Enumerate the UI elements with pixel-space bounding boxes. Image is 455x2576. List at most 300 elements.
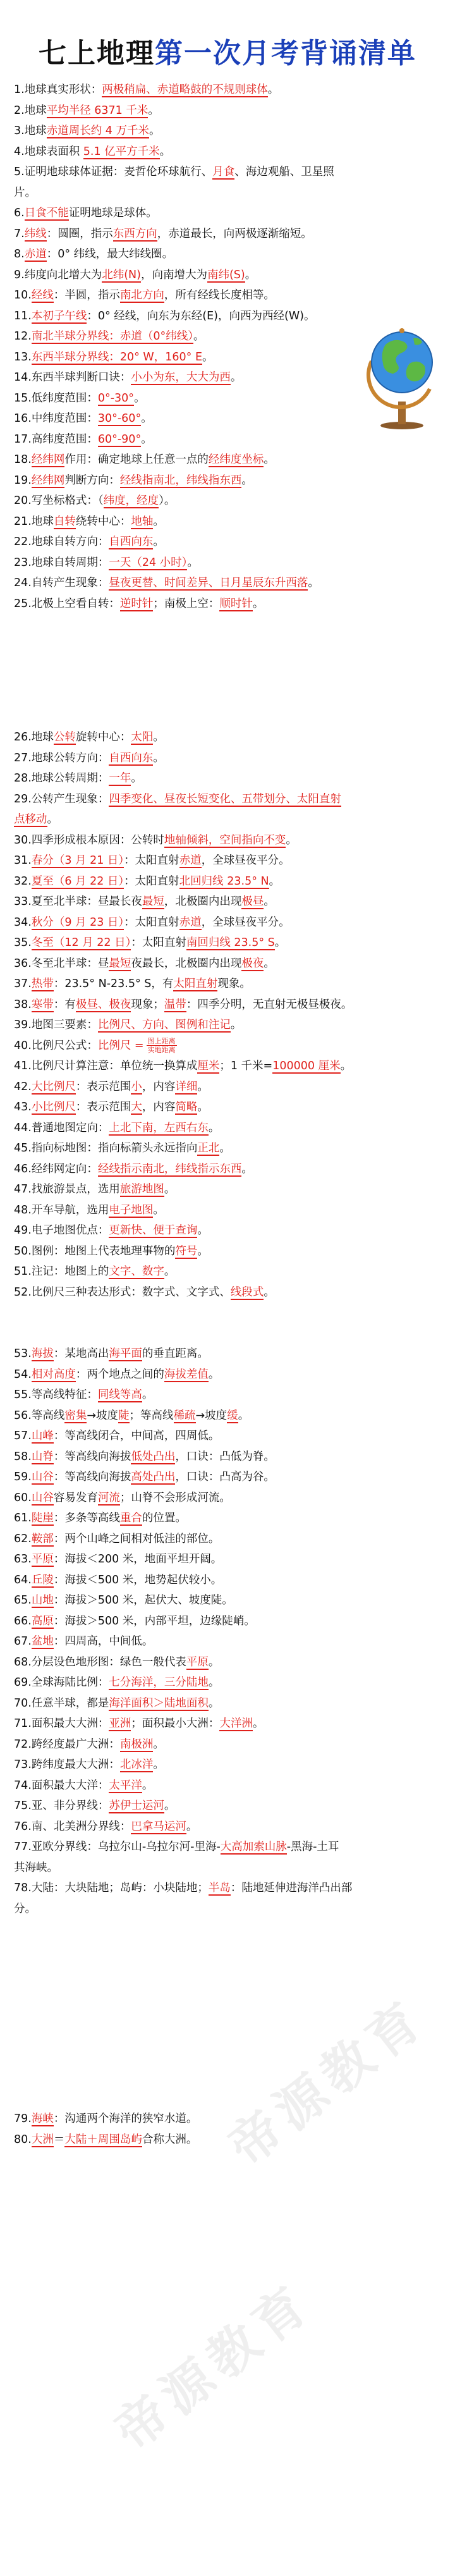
item-text: ：表示范围 <box>75 1101 131 1113</box>
list-item <box>14 1631 444 1652</box>
list-item <box>14 1179 444 1200</box>
list-item <box>14 1015 444 1036</box>
list-item <box>14 1878 444 1899</box>
item-text: →坡度 <box>87 1409 119 1422</box>
item-text: 夜最长，北极圈内出现 <box>131 957 242 970</box>
list-item <box>14 789 444 810</box>
item-text: ：四周高，中间低。 <box>53 1635 154 1648</box>
key-term: 太阳 <box>131 731 154 744</box>
key-term: 海拔差值 <box>164 1368 209 1381</box>
item-text: ，赤道最长，向两极逐渐缩短。 <box>157 227 312 240</box>
item-text: 。 <box>241 474 253 487</box>
item-text: 。 <box>264 895 275 908</box>
list-item <box>14 995 444 1015</box>
title-part2: 第一次月考背诵清单 <box>155 37 416 70</box>
item-text: 29.公转产生现象： <box>14 792 109 806</box>
item-text: 1.地球真实形状： <box>14 83 102 96</box>
item-text: ；1 千米= <box>219 1060 273 1072</box>
item-text: 75.亚、非分界线： <box>14 1800 109 1812</box>
key-term: 纬线 <box>24 227 47 240</box>
item-text: 46.经纬网定向： <box>14 1162 98 1175</box>
item-text: 绕转中心： <box>75 515 131 528</box>
key-term: 旅游地图 <box>119 1183 164 1196</box>
key-term: 点移动 <box>14 813 47 826</box>
item-text: 60. <box>14 1491 32 1504</box>
list-item <box>14 1796 444 1817</box>
key-term: 南极洲 <box>119 1738 154 1751</box>
key-term: 东西方向 <box>112 227 157 240</box>
key-term: 海拔 <box>31 1347 54 1360</box>
key-term: 海平面 <box>109 1347 142 1360</box>
list-item <box>14 1488 444 1509</box>
item-text: 合称大洲。 <box>142 2133 198 2146</box>
key-term: 山谷 <box>31 1471 54 1483</box>
item-text: 40.比例尺公式： <box>14 1039 98 1052</box>
key-term: 温带 <box>164 998 186 1011</box>
item-text: ：半圆，指示 <box>53 289 120 302</box>
key-term: 纬度，经度 <box>103 494 159 507</box>
key-term: 四季变化、昼夜长短变化、五带划分、太阳直射 <box>109 792 341 806</box>
item-text: 34. <box>14 916 32 929</box>
key-term: 自转 <box>53 515 76 528</box>
key-term: 60°-90° <box>97 432 142 446</box>
key-term: 南纬(S) <box>207 268 245 281</box>
list-item <box>14 1837 444 1858</box>
item-text: ，北极圈内出现 <box>164 895 242 908</box>
key-term: 盆地 <box>31 1635 54 1648</box>
item-text: 23.地球自转周期： <box>14 556 109 569</box>
item-text: 。 <box>208 1121 220 1134</box>
item-text: 。 <box>164 1800 176 1812</box>
key-term: 同线等高 <box>97 1389 142 1401</box>
item-text: 。 <box>164 1183 176 1196</box>
item-text: 30.四季形成根本原因：公转时 <box>14 833 164 847</box>
item-text: 38. <box>14 998 32 1011</box>
list-item <box>14 1652 444 1673</box>
item-text: ：沟通两个海洋的狭窄水道。 <box>53 2113 198 2125</box>
key-term: 大陆＋周围岛屿 <box>64 2133 142 2146</box>
item-text: ：有 <box>53 998 76 1011</box>
item-text: 24.自转产生现象： <box>14 577 109 589</box>
key-term: 最短 <box>142 895 164 908</box>
item-text: 64. <box>14 1573 32 1586</box>
list-item <box>14 1220 444 1241</box>
list-item <box>14 121 444 142</box>
key-term: 厘米 <box>197 1060 220 1072</box>
list-item <box>14 954 444 974</box>
list-item <box>14 1261 444 1282</box>
item-text: 。 <box>197 1224 209 1237</box>
key-term: 100000 厘米 <box>272 1060 341 1072</box>
item-text: 。 <box>148 104 159 117</box>
list-item <box>14 224 444 245</box>
list-item <box>14 830 444 851</box>
key-term: 比例尺、方向、图例和注记 <box>97 1019 231 1031</box>
item-text: 。 <box>230 1019 242 1031</box>
key-term: 经纬网 <box>31 474 65 487</box>
item-text: 。 <box>264 1285 275 1299</box>
item-text: 。 <box>230 371 242 384</box>
key-term: 冬至（12 月 22 日） <box>31 936 131 949</box>
item-text: 。 <box>241 1162 253 1175</box>
item-text: 28.地球公转周期： <box>14 772 109 785</box>
key-term: 海洋面积＞陆地面积 <box>109 1696 209 1710</box>
item-text: 。 <box>134 391 145 405</box>
item-text: 37. <box>14 978 32 990</box>
item-text: 19. <box>14 474 32 487</box>
item-text: 25.北极上空看自转： <box>14 597 120 610</box>
key-term: 大洲 <box>31 2133 54 2146</box>
list-item <box>14 1344 444 1365</box>
item-text: 16.中纬度范围： <box>14 412 98 425</box>
list-item <box>14 2109 444 2130</box>
list-item <box>14 80 444 101</box>
list-item <box>14 1755 444 1776</box>
item-text: 67. <box>14 1635 32 1648</box>
item-text: 。 <box>252 1717 264 1730</box>
list-item <box>14 429 444 450</box>
list-item <box>14 850 444 871</box>
item-text: ；南极上空： <box>153 597 220 610</box>
item-text: ，口诀：凸低为脊。 <box>175 1450 275 1463</box>
key-term: 大洋洲 <box>219 1717 253 1730</box>
item-text: ；等高线 <box>129 1409 174 1422</box>
key-term: 苏伊士运河 <box>109 1800 164 1812</box>
page-title <box>0 30 455 71</box>
list-item <box>14 1714 444 1734</box>
list-item <box>14 1734 444 1755</box>
key-term: 电子地图 <box>109 1203 154 1217</box>
list-item <box>14 1590 444 1611</box>
item-text: ；山脊不会形成河流。 <box>119 1491 231 1504</box>
item-text: ：0° 纬线，最大纬线圈。 <box>46 248 174 261</box>
item-text: 。 <box>269 874 281 888</box>
key-term: 大 <box>131 1101 142 1113</box>
item-text: 其海峡。 <box>14 1861 58 1874</box>
key-term: 平原 <box>186 1655 209 1669</box>
item-text: 。 <box>197 1101 209 1113</box>
item-text: 2.地球 <box>14 104 47 117</box>
item-text: 5.证明地球球体证据：麦哲伦环球航行、 <box>14 166 213 178</box>
list-item <box>14 2130 444 2150</box>
item-text: 42. <box>14 1080 32 1093</box>
key-term: 小小为东，大大为西 <box>131 371 231 384</box>
list-item <box>14 470 444 491</box>
item-text: ，内容 <box>142 1101 176 1113</box>
item-text: 11. <box>14 309 32 322</box>
key-term: 陡 <box>118 1409 130 1422</box>
key-term: 南回归线 23.5° S <box>186 936 275 949</box>
key-term: 太平洋 <box>109 1779 142 1792</box>
item-text: ：陆地延伸进海洋凸出部 <box>230 1882 353 1894</box>
item-text: 。 <box>264 957 275 970</box>
item-text: 。 <box>245 268 257 281</box>
item-text: 、海边观船、卫星照 <box>234 166 334 178</box>
item-text: 3.地球 <box>14 125 47 137</box>
item-text: ，全球昼夜平分。 <box>201 916 290 929</box>
item-text: 7. <box>14 227 25 240</box>
key-term: 北回归线 23.5° N <box>179 874 269 888</box>
list-item <box>14 1118 444 1139</box>
key-term: 夏至（6 月 22 日） <box>31 874 124 888</box>
key-term: 鞍部 <box>31 1532 54 1545</box>
list-item <box>14 594 444 615</box>
key-term: 平原 <box>31 1553 54 1566</box>
item-text: 18. <box>14 453 32 466</box>
list-item <box>14 1077 444 1098</box>
list-item <box>14 101 444 121</box>
key-term: 极昼、极夜 <box>75 998 131 1011</box>
list-item <box>14 1611 444 1632</box>
list-item <box>14 1447 444 1468</box>
key-term: 北纬(N) <box>102 268 141 281</box>
item-text: 。 <box>197 1244 209 1258</box>
item-text: 。 <box>153 515 164 528</box>
item-text: 。 <box>252 597 264 610</box>
key-term: 密集 <box>64 1409 87 1422</box>
watermark: 帝源教育 <box>217 1987 437 2177</box>
key-term: 赤道 <box>179 916 202 929</box>
key-term: 一年 <box>109 772 131 785</box>
key-term: 一天（24 小时） <box>109 556 188 569</box>
item-text: 。 <box>274 936 286 949</box>
item-text: 72.跨经度最广大洲： <box>14 1738 120 1751</box>
key-term: 地轴倾斜，空间指向不变 <box>164 833 286 847</box>
key-term: 高处凸出 <box>131 1471 176 1483</box>
item-text: 65. <box>14 1594 32 1607</box>
item-text: 。 <box>267 83 279 96</box>
item-text: 52.比例尺三种表达形式：数字式、文字式、 <box>14 1285 231 1299</box>
key-term: 大比例尺 <box>31 1080 76 1093</box>
key-term: 七分海洋，三分陆地 <box>109 1676 209 1689</box>
key-term: 东西半球分界线：20° W，160° E <box>31 350 202 364</box>
list-item <box>14 183 444 204</box>
key-term: 昼夜更替、时间差异、日月星辰东升西落 <box>109 577 308 589</box>
item-text: 15.低纬度范围： <box>14 391 98 405</box>
key-term: 更新快、便于查询 <box>109 1224 198 1237</box>
watermark: 帝源教育 <box>104 2272 324 2462</box>
item-text: 22.地球自转方向： <box>14 536 109 548</box>
key-term: 亚洲 <box>109 1717 131 1730</box>
list-item <box>14 265 444 286</box>
key-term: 公转 <box>53 731 76 744</box>
key-term: 线段式 <box>230 1285 264 1299</box>
key-term: 秋分（9 月 23 日） <box>31 916 124 929</box>
item-text: 74.面积最大大洋： <box>14 1779 109 1792</box>
item-text: ：0° 经线，向东为东经(E)，向西为西经(W)。 <box>87 309 315 322</box>
item-text: 26.地球 <box>14 731 54 744</box>
key-term: 丘陵 <box>31 1573 54 1586</box>
list-item <box>14 1508 444 1529</box>
key-term: 北冰洋 <box>119 1758 154 1771</box>
item-text: ，口诀：凸高为谷。 <box>175 1471 275 1483</box>
key-term: 日食不能 <box>24 207 69 219</box>
item-text: 。 <box>208 1696 220 1710</box>
item-text: 79. <box>14 2113 32 2125</box>
key-term: 南北方向 <box>119 289 164 302</box>
list-item <box>14 1776 444 1796</box>
key-term: 稀疏 <box>173 1409 196 1422</box>
list-item <box>14 491 444 512</box>
key-term: 太阳直射 <box>173 978 218 990</box>
item-text: ：太阳直射 <box>131 936 186 949</box>
list-item <box>14 1365 444 1385</box>
key-term: 缓 <box>227 1409 238 1422</box>
item-text: 6. <box>14 207 25 219</box>
list-item <box>14 1570 444 1591</box>
item-text: 27.地球公转方向： <box>14 751 109 764</box>
list-item <box>14 1385 444 1406</box>
key-term: 小比例尺 <box>31 1101 76 1113</box>
key-term: 逆时针 <box>119 597 154 610</box>
key-term: 重合 <box>119 1512 142 1524</box>
section-3 <box>14 1344 444 1919</box>
key-term: 0°-30° <box>97 391 135 405</box>
item-text: 判断方向： <box>64 474 120 487</box>
item-text: 。 <box>153 731 164 744</box>
list-item <box>14 512 444 532</box>
item-text: 。 <box>47 813 58 826</box>
list-item <box>14 203 444 224</box>
item-text: 。 <box>208 1368 220 1381</box>
key-term: 最短 <box>109 957 131 970</box>
list-item <box>14 1097 444 1118</box>
key-term: 本初子午线 <box>31 309 87 322</box>
key-term: 陡崖 <box>31 1512 54 1524</box>
item-text: ，所有经线长度相等。 <box>164 289 275 302</box>
item-text: 的位置。 <box>142 1512 186 1524</box>
item-text: ：太阳直射 <box>124 916 179 929</box>
item-text: 。 <box>264 453 275 466</box>
item-text: 作用：确定地球上任意一点的 <box>64 453 209 466</box>
item-text: 53. <box>14 1347 32 1360</box>
key-term: 经纬度坐标 <box>208 453 264 466</box>
item-text: 。 <box>286 833 297 847</box>
key-term: 半岛 <box>208 1882 231 1894</box>
item-text: ：等高线向海拔 <box>53 1450 131 1463</box>
item-text: 。 <box>153 1758 164 1771</box>
item-text: ：表示范围 <box>75 1080 131 1093</box>
key-term: 山峰 <box>31 1430 54 1442</box>
item-text: 。 <box>142 1779 154 1792</box>
key-term: 30°-60° <box>97 412 142 425</box>
list-item <box>14 573 444 594</box>
item-text: 13. <box>14 350 32 364</box>
key-term: 自西向东 <box>109 536 154 548</box>
item-text: ：海拔＞500 米，内部平坦，边缘陡峭。 <box>53 1614 255 1628</box>
item-text: 35. <box>14 936 32 949</box>
item-text: 32. <box>14 874 32 888</box>
item-text: 。 <box>142 1389 154 1401</box>
item-text: ：海拔＜500 米，地势起伏较小。 <box>53 1573 222 1586</box>
item-text: 。 <box>193 330 205 343</box>
item-text: ）。 <box>159 494 176 507</box>
key-term: 经线 <box>31 289 54 302</box>
item-text: ：太阳直射 <box>124 854 179 867</box>
item-text: 59. <box>14 1471 32 1483</box>
item-text: ：等高线向海拔 <box>53 1471 131 1483</box>
key-term: 符号 <box>175 1244 198 1258</box>
item-text: 70.任意半球，都是 <box>14 1696 109 1710</box>
item-text: 68.分层设色地形图：绿色一般代表 <box>14 1655 186 1669</box>
key-term: 赤道 <box>179 854 202 867</box>
list-item <box>14 1426 444 1447</box>
item-text: ，内容 <box>142 1080 176 1093</box>
key-term: 春分（3 月 21 日） <box>31 854 124 867</box>
item-text: 12. <box>14 330 32 343</box>
key-term: 山脊 <box>31 1450 54 1463</box>
item-text: 69.全球海陆比例： <box>14 1676 109 1689</box>
list-item <box>14 1529 444 1550</box>
key-term: 南北半球分界线：赤道（0°纬线） <box>31 330 193 343</box>
item-text: 36.冬至北半球：昼 <box>14 957 109 970</box>
item-text: 17.高纬度范围： <box>14 432 98 446</box>
item-text: 。 <box>219 1142 231 1155</box>
item-text: 78.大陆：大块陆地；岛屿：小块陆地； <box>14 1882 209 1894</box>
item-text: 76.南、北美洲分界线： <box>14 1820 131 1833</box>
item-text: 。 <box>208 1676 220 1689</box>
item-text: 55.等高线特征： <box>14 1389 98 1401</box>
item-text: 77.亚欧分界线：乌拉尔山-乌拉尔河-里海- <box>14 1841 221 1853</box>
key-term: 大高加索山脉 <box>220 1841 287 1853</box>
key-term: 平均半径 6371 千米 <box>46 104 149 117</box>
list-item <box>14 892 444 912</box>
key-term: 极夜 <box>241 957 264 970</box>
item-text: →坡度 <box>195 1409 228 1422</box>
item-text: 。 <box>131 772 142 785</box>
item-text: 10. <box>14 289 32 302</box>
item-text: ；面积最小大洲： <box>131 1717 220 1730</box>
key-term: 河流 <box>97 1491 120 1504</box>
item-text: 的垂直距离。 <box>142 1347 209 1360</box>
item-text: 。 <box>153 1203 164 1217</box>
key-term: 高原 <box>31 1614 54 1628</box>
list-item <box>14 142 444 163</box>
list-item <box>14 1036 444 1057</box>
item-text: 50.图例：地图上代表地理事物的 <box>14 1244 176 1258</box>
item-text: 。 <box>238 1409 250 1422</box>
item-text: 。 <box>164 1265 176 1278</box>
item-text: 20.写坐标格式：（ <box>14 494 104 507</box>
item-text: 49.电子地图优点： <box>14 1224 109 1237</box>
item-text: 71.面积最大大洲： <box>14 1717 109 1730</box>
key-term: 经纬网 <box>31 453 65 466</box>
key-term: 详细 <box>175 1080 198 1093</box>
list-item <box>14 244 444 265</box>
list-item <box>14 553 444 573</box>
item-text: 57. <box>14 1430 32 1442</box>
item-text: 。 <box>308 577 319 589</box>
item-text: 45.指向标地图：指向标箭头永远指向 <box>14 1142 198 1155</box>
list-item <box>14 768 444 789</box>
item-text: 61. <box>14 1512 32 1524</box>
list-item <box>14 450 444 470</box>
item-text: 。 <box>208 1655 220 1669</box>
section-4 <box>14 2109 444 2150</box>
list-item <box>14 809 444 830</box>
key-term: 顺时针 <box>219 597 253 610</box>
item-text: 63. <box>14 1553 32 1566</box>
item-text: ：两个山峰之间相对低洼的部位。 <box>53 1532 220 1545</box>
list-item <box>14 1200 444 1221</box>
item-text: ：23.5° N-23.5° S，有 <box>53 978 174 990</box>
item-text: 。 <box>153 536 164 548</box>
key-term: 海峡 <box>31 2113 54 2125</box>
key-term: 相对高度 <box>31 1368 76 1381</box>
key-term: 月食 <box>212 166 235 178</box>
section-2 <box>14 727 444 1303</box>
key-term: 低处凸出 <box>131 1450 176 1463</box>
